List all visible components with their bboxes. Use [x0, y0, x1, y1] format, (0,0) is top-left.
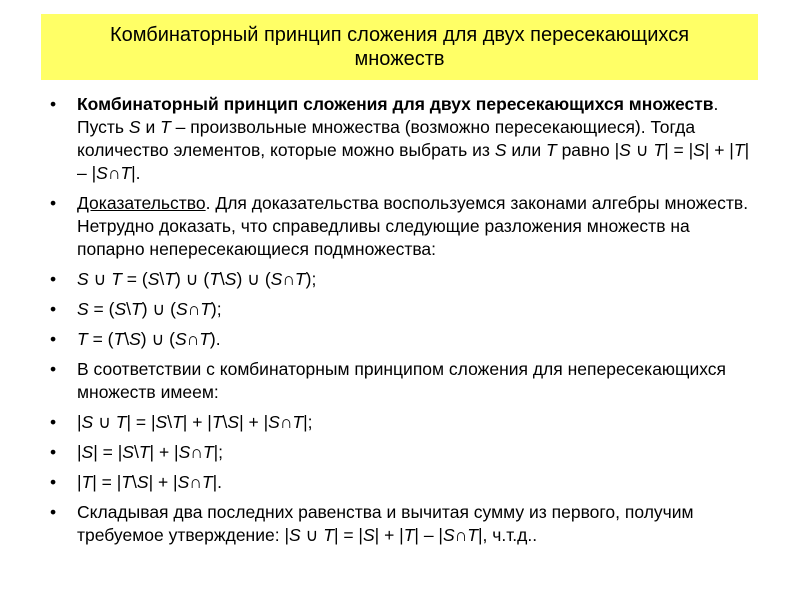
bullet-dot-icon: • [50, 502, 57, 522]
bullet-text-run: и [140, 117, 161, 137]
bullet-text-run: T [211, 412, 223, 432]
bullet-item [50, 441, 760, 464]
bullet-text-run: ∩ [187, 299, 201, 319]
bullet-text-run: S [129, 329, 141, 349]
bullet-text-run: . Для доказательства воспользуемся законами алгебры множеств. Нетрудно доказать, что справедливы следующие разложения множеств на попарно непересекающиеся подмножества: [77, 193, 749, 259]
bullet-text-run: T [138, 442, 150, 462]
bullet-text-run: | = | [333, 525, 363, 545]
bullet-text-run: равно | [556, 140, 620, 160]
bullet-text-run: | [77, 412, 82, 432]
bullet-text-run: S [147, 269, 160, 289]
bullet-text-run: | + | [182, 412, 212, 432]
bullet-text-run: |, ч.т.д.. [477, 525, 538, 545]
bullet-text-run: ) ∪ ( [140, 329, 175, 349]
bullet-text-run: S [81, 442, 94, 462]
bullet-text-run: \ [124, 329, 130, 349]
bullet-text-run: T [113, 329, 125, 349]
bullet-text-run: S [122, 442, 134, 462]
bullet-text-run: ∪ [88, 269, 112, 289]
bullet-text-run: S [224, 269, 237, 289]
bullet-text-run: | + | [704, 140, 734, 160]
bullet-text-run: T [172, 412, 183, 432]
bullet-text-run: T [81, 472, 93, 492]
bullet-item [50, 501, 760, 547]
bullet-text-run: | + | [148, 472, 178, 492]
bullet-text-run: ∪ [300, 525, 324, 545]
bullet-text-run: Доказательство [77, 193, 206, 213]
bullet-text-run: | [77, 442, 82, 462]
bullet-text-run: – произвольные множества (возможно пересекающиеся). Тогда количество элементов, которые можно выбрать из [77, 117, 696, 160]
bullet-text-run: |; [303, 412, 313, 432]
bullet-text-run: T [111, 269, 122, 289]
bullet-text-run: T [77, 329, 88, 349]
bullet-text-run: T [202, 442, 214, 462]
bullet-text-run: S [174, 329, 187, 349]
bullet-dot-icon: • [50, 359, 57, 379]
bullet-text-run: \ [219, 269, 225, 289]
bullet-text-run: T [467, 525, 478, 545]
bullet-text-run: . Пусть [77, 94, 719, 137]
bullet-text-run: S [362, 525, 375, 545]
bullet-dot-icon: • [50, 299, 57, 319]
bullet-text-run: S [442, 525, 455, 545]
bullet-text-run: T [121, 472, 132, 492]
bullet-text-run: Комбинаторный принцип сложения для двух пересекающихся множеств [77, 94, 714, 114]
bullet-text-run: ∩ [190, 442, 203, 462]
bullet-text-run: S [227, 412, 240, 432]
bullet-item [50, 358, 760, 404]
bullet-item [50, 93, 760, 185]
bullet-dot-icon: • [50, 269, 57, 289]
bullet-text-run: ∩ [454, 525, 468, 545]
bullet-text-run: | + | [239, 412, 269, 432]
bullet-text-run: T [653, 140, 665, 160]
bullet-text-run: \ [132, 472, 137, 492]
bullet-text-run: \ [133, 442, 139, 462]
bullet-text-run: T [131, 299, 142, 319]
bullet-list [50, 93, 760, 554]
bullet-text-run: ∩ [189, 472, 202, 492]
bullet-text-run: |. [212, 472, 222, 492]
bullet-text-run: ∩ [107, 163, 121, 183]
bullet-text-run: S [177, 472, 190, 492]
bullet-text-run: T [120, 163, 132, 183]
bullet-text-run: S [128, 117, 141, 137]
bullet-text-run: T [164, 269, 175, 289]
bullet-text-run: ); [305, 269, 317, 289]
bullet-text-run: | – | [77, 140, 750, 183]
bullet-text-run: Складывая два последних равенства и вычитая сумму из первого, получим требуемое утверждение: | [77, 502, 694, 545]
bullet-text-run: S [178, 442, 191, 462]
bullet-text-run: \ [159, 269, 165, 289]
bullet-text-run: = ( [88, 299, 115, 319]
bullet-text-run: S [155, 412, 168, 432]
bullet-item [50, 298, 760, 321]
bullet-text-run: S [289, 525, 301, 545]
bullet-text-run: | = | [92, 472, 122, 492]
bullet-text-run: S [494, 140, 507, 160]
bullet-item [50, 328, 760, 351]
bullet-text-run: ) ∪ ( [236, 269, 271, 289]
bullet-text-run: ∪ [93, 412, 116, 432]
bullet-dot-icon: • [50, 329, 57, 349]
bullet-text-run: T [201, 472, 213, 492]
bullet-text-run: |; [213, 442, 223, 462]
bullet-text-run: S [268, 412, 280, 432]
bullet-text-run: ). [209, 329, 221, 349]
bullet-text-run: ) ∪ ( [141, 299, 176, 319]
bullet-text-run: S [619, 140, 631, 160]
bullet-text-run: S [81, 412, 94, 432]
bullet-text-run: T [160, 117, 171, 137]
bullet-text-run: T [209, 269, 220, 289]
bullet-text-run: S [77, 299, 89, 319]
bullet-text-run: ∩ [282, 269, 295, 289]
bullet-text-run: |. [131, 163, 141, 183]
bullet-text-run: S [270, 269, 283, 289]
bullet-text-run: S [136, 472, 149, 492]
slide-title-band [41, 14, 758, 80]
bullet-dot-icon: • [50, 412, 57, 432]
bullet-text-run: В соответствии с комбинаторным принципом сложения для непересекающихся множеств имеем: [77, 359, 727, 402]
bullet-text-run: \ [126, 299, 132, 319]
bullet-text-run: T [323, 525, 334, 545]
bullet-item [50, 192, 760, 261]
bullet-text-run: \ [222, 412, 228, 432]
bullet-text-run: | = | [93, 442, 123, 462]
bullet-text-run: S [175, 299, 188, 319]
bullet-text-run: S [77, 269, 89, 289]
bullet-item [50, 471, 760, 494]
bullet-item [50, 411, 760, 434]
bullet-text-run: ); [210, 299, 222, 319]
bullet-dot-icon: • [50, 193, 57, 213]
bullet-dot-icon: • [50, 442, 57, 462]
bullet-text-run: | – | [414, 525, 443, 545]
bullet-text-run: | + | [149, 442, 179, 462]
bullet-text-run: = ( [121, 269, 148, 289]
bullet-text-run: S [693, 140, 705, 160]
bullet-text-run: | = | [126, 412, 156, 432]
bullet-text-run: ∩ [186, 329, 200, 349]
bullet-text-run: | = | [664, 140, 694, 160]
bullet-text-run: = ( [87, 329, 114, 349]
bullet-item [50, 268, 760, 291]
bullet-text-run: T [294, 269, 306, 289]
bullet-text-run: \ [167, 412, 173, 432]
bullet-text-run: T [733, 140, 745, 160]
bullet-text-run: ∩ [279, 412, 293, 432]
bullet-text-run: S [96, 163, 108, 183]
bullet-text-run: T [199, 329, 210, 349]
bullet-text-run: | + | [374, 525, 404, 545]
bullet-text-run: T [292, 412, 304, 432]
bullet-dot-icon: • [50, 472, 57, 492]
slide-title: Комбинаторный принцип сложения для двух пересекающихся множеств [109, 24, 690, 70]
bullet-dot-icon: • [50, 94, 57, 114]
bullet-text-run: T [115, 412, 127, 432]
bullet-text-run: S [114, 299, 127, 319]
bullet-text-run: ∪ [630, 140, 654, 160]
bullet-text-run: T [403, 525, 415, 545]
bullet-text-run: | [77, 472, 82, 492]
bullet-text-run: T [546, 140, 557, 160]
bullet-text-run: ) ∪ ( [174, 269, 210, 289]
bullet-text-run: T [200, 299, 211, 319]
bullet-text-run: или [506, 140, 546, 160]
